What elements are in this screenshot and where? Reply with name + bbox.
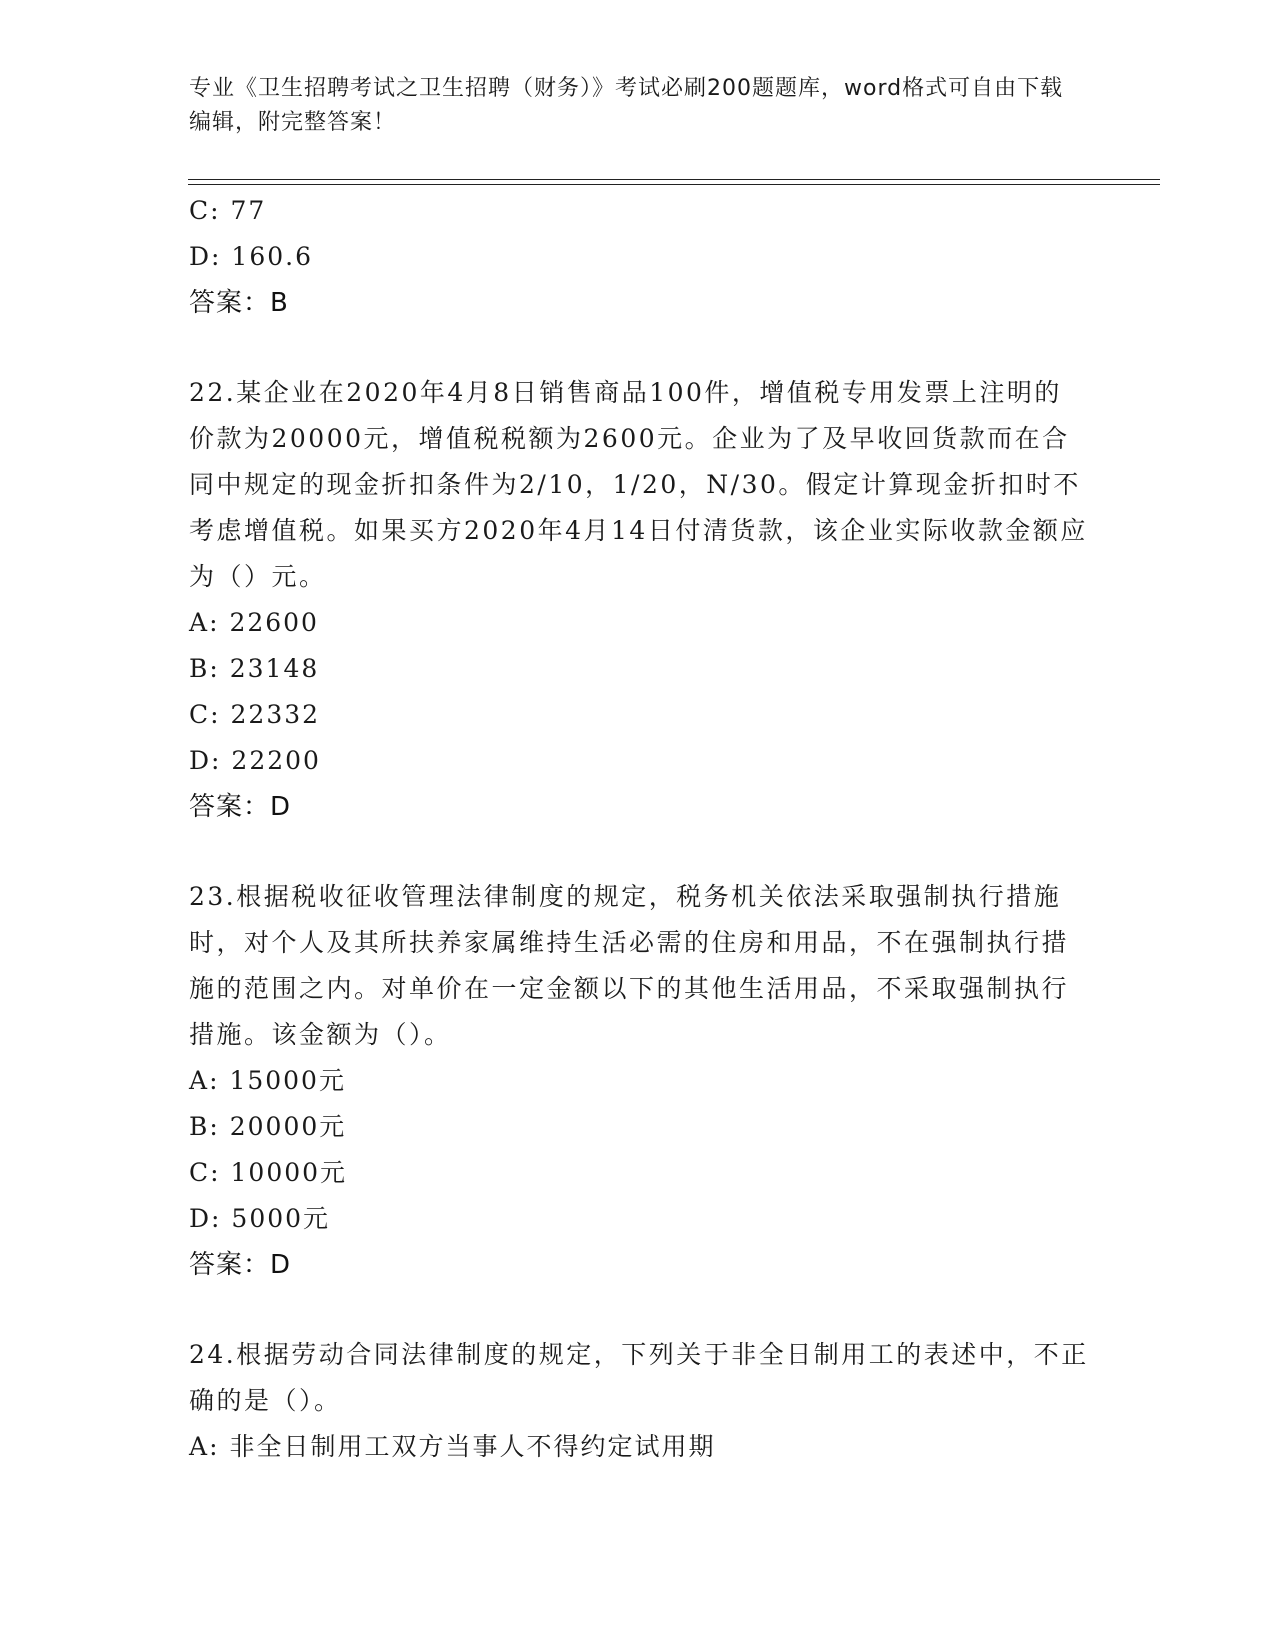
option-b: B: 23148 xyxy=(189,654,320,683)
header-rule-second xyxy=(188,184,1160,185)
option-a: A: 22600 xyxy=(189,608,319,637)
answer-line: 答案：D xyxy=(189,1250,292,1280)
answer-line: 答案：B xyxy=(189,288,289,318)
question-23 xyxy=(189,874,1089,1288)
previous-question-tail xyxy=(189,188,1089,326)
spacer xyxy=(189,326,1089,370)
spacer xyxy=(189,830,1089,874)
question-text: 22.某企业在2020年4月8日销售商品100件，增值税专用发票上注明的价款为20000元，增值税税额为2600元。企业为了及早收回货款而在合同中规定的现金折扣条件为2/10，1/20，N/30。假定计算现金折扣时不考虑增值税。如果买方2020年4月14日付清货款，该企业实际收款金额应为（）元。 xyxy=(189,378,1088,591)
question-text: 23.根据税收征收管理法律制度的规定，税务机关依法采取强制执行措施时，对个人及其所扶养家属维持生活必需的住房和用品，不在强制执行措施的范围之内。对单价在一定金额以下的其他生活用品，不采取强制执行措施。该金额为（）。 xyxy=(189,882,1070,1049)
question-22 xyxy=(189,370,1089,830)
option-c: C: 10000元 xyxy=(189,1158,348,1187)
question-text: 24.根据劳动合同法律制度的规定，下列关于非全日制用工的表述中，不正确的是（）。 xyxy=(189,1340,1089,1415)
question-24 xyxy=(189,1332,1089,1470)
option-a: A: 15000元 xyxy=(189,1066,346,1095)
option-a: A: 非全日制用工双方当事人不得约定试用期 xyxy=(189,1432,716,1461)
option-d: D: 5000元 xyxy=(189,1204,331,1233)
option-c: C: 77 xyxy=(189,196,267,225)
answer-line: 答案：D xyxy=(189,792,292,822)
option-d: D: 160.6 xyxy=(189,242,313,271)
option-c: C: 22332 xyxy=(189,700,321,729)
page-header: 专业《卫生招聘考试之卫生招聘（财务）》考试必刷200题题库，word格式可自由下载编辑，附完整答案！ xyxy=(189,76,1064,135)
option-d: D: 22200 xyxy=(189,746,321,775)
spacer xyxy=(189,1288,1089,1332)
option-b: B: 20000元 xyxy=(189,1112,347,1141)
document-content xyxy=(189,188,1089,1470)
header-rule xyxy=(188,179,1160,180)
